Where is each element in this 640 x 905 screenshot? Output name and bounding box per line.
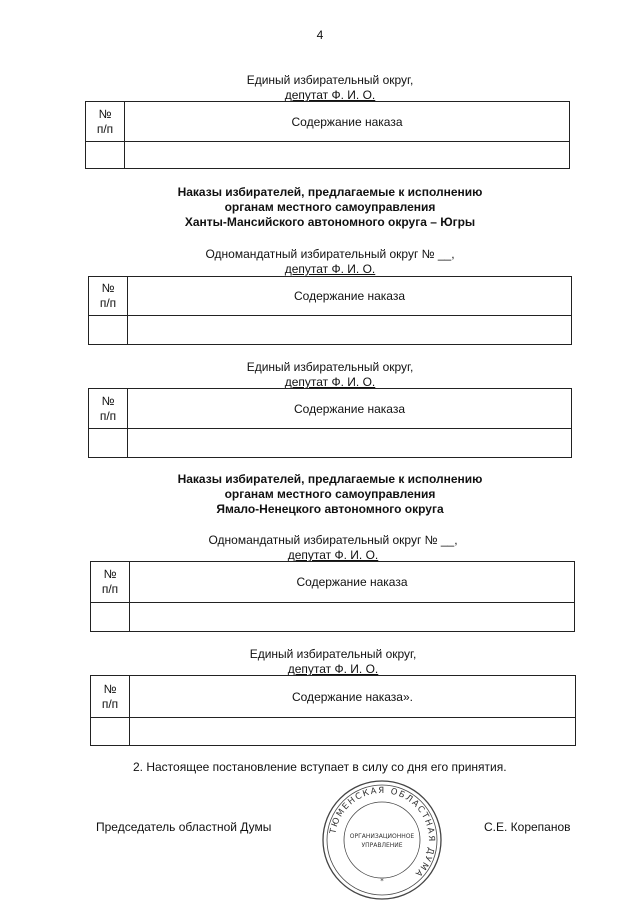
heading-line: Ямало-Ненецкого автономного округа [216, 502, 444, 516]
content-header: Содержание наказа [128, 277, 572, 316]
caption-line: Единый избирательный округ, [246, 73, 414, 87]
heading-line: органам местного самоуправления [224, 487, 436, 501]
heading-line: Наказы избирателей, предлагаемые к исполнению [177, 185, 483, 199]
official-stamp [320, 778, 444, 902]
svg-text:*: * [380, 877, 384, 885]
svg-text:ОРГАНИЗАЦИОННОЕ: ОРГАНИЗАЦИОННОЕ [349, 833, 415, 840]
orders-table [90, 675, 576, 746]
empty-cell [130, 603, 575, 632]
num-header: № п/п [91, 676, 130, 718]
caption-line: Единый избирательный округ, [249, 647, 417, 661]
section-caption [133, 647, 533, 677]
caption-line-underlined: депутат Ф. И. О. [287, 662, 379, 676]
section-caption [130, 360, 530, 390]
section-heading [100, 185, 560, 230]
content-header: Содержание наказа [125, 102, 570, 142]
orders-table [90, 561, 575, 632]
orders-table [88, 388, 572, 458]
empty-cell [91, 603, 130, 632]
section-heading [100, 472, 560, 517]
empty-cell [89, 316, 128, 345]
num-header: № п/п [86, 102, 125, 142]
signature-title: Председатель областной Думы [96, 820, 272, 834]
section-caption [133, 533, 533, 563]
caption-line-underlined: депутат Ф. И. О. [284, 88, 376, 102]
caption-line-underlined: депутат Ф. И. О. [287, 548, 379, 562]
caption-line: Одномандатный избирательный округ № __, [205, 247, 455, 261]
signature-name: С.Е. Корепанов [484, 820, 571, 834]
content-header: Содержание наказа [130, 562, 575, 603]
empty-cell [128, 429, 572, 458]
empty-cell [86, 142, 125, 169]
num-header: № п/п [89, 277, 128, 316]
caption-line: Одномандатный избирательный округ № __, [208, 533, 458, 547]
resolution-clause: 2. Настоящее постановление вступает в силу со дня его принятия. [133, 760, 507, 774]
empty-cell [128, 316, 572, 345]
empty-cell [91, 718, 130, 746]
orders-table [85, 101, 570, 169]
heading-line: Ханты-Мансийского автономного округа – Югры [184, 215, 476, 229]
page-number: 4 [316, 28, 324, 42]
empty-cell [130, 718, 576, 746]
svg-text:ТЮМЕНСКАЯ ОБЛАСТНАЯ ДУМА: ТЮМЕНСКАЯ ОБЛАСТНАЯ ДУМА [328, 785, 437, 880]
caption-line-underlined: депутат Ф. И. О. [284, 375, 376, 389]
section-caption [130, 73, 530, 103]
num-header: № п/п [91, 562, 130, 603]
orders-table [88, 276, 572, 345]
num-header: № п/п [89, 389, 128, 429]
svg-text:УПРАВЛЕНИЕ: УПРАВЛЕНИЕ [361, 842, 403, 849]
content-header: Содержание наказа [128, 389, 572, 429]
stamp-seal-icon [320, 778, 444, 902]
empty-cell [89, 429, 128, 458]
content-header: Содержание наказа». [130, 676, 576, 718]
heading-line: органам местного самоуправления [224, 200, 436, 214]
section-caption [130, 247, 530, 277]
heading-line: Наказы избирателей, предлагаемые к исполнению [177, 472, 483, 486]
caption-line-underlined: депутат Ф. И. О. [284, 262, 376, 276]
empty-cell [125, 142, 570, 169]
caption-line: Единый избирательный округ, [246, 360, 414, 374]
